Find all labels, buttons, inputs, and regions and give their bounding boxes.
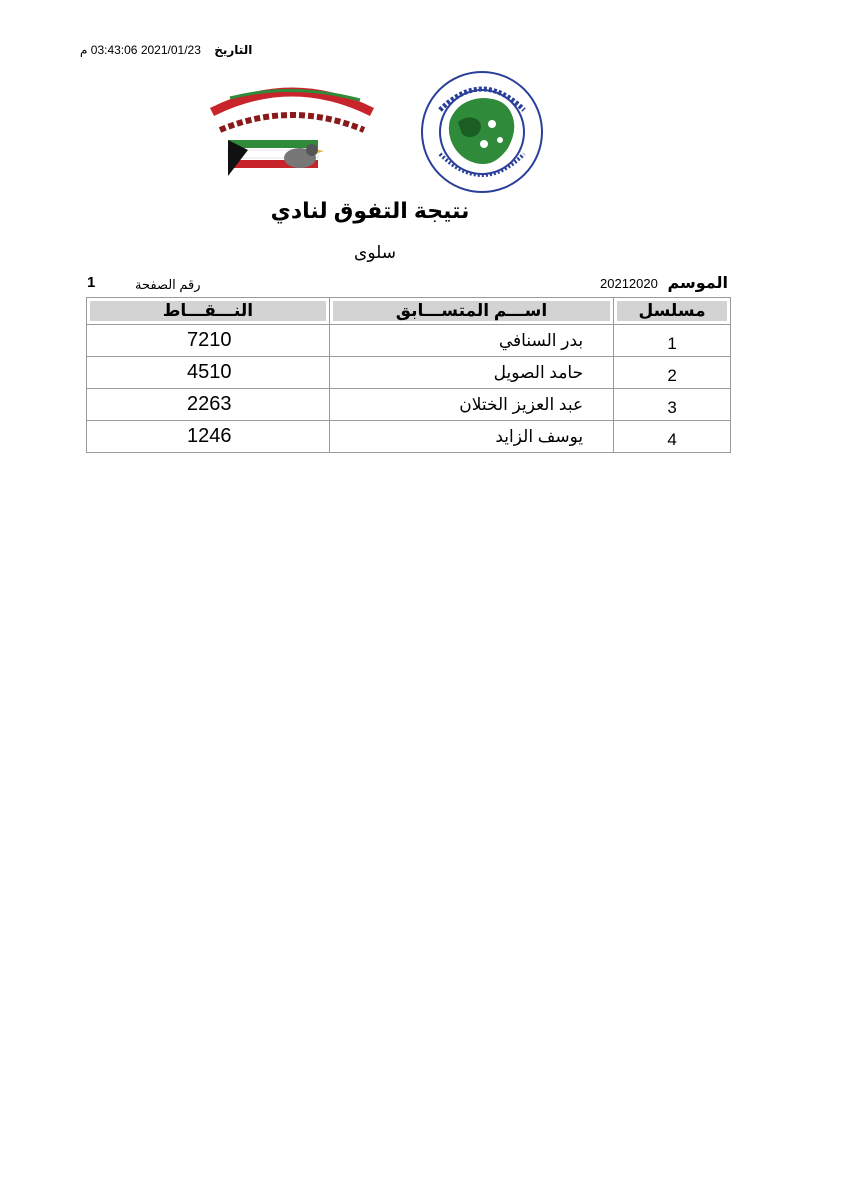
print-date bbox=[80, 43, 280, 57]
federation-logo bbox=[420, 70, 544, 194]
row-points: 2263 bbox=[87, 389, 330, 421]
table-row bbox=[87, 357, 731, 389]
page-number-label: رقم الصفحة bbox=[135, 277, 201, 292]
row-name: عبد العزيز الختلان bbox=[329, 389, 613, 421]
row-serial: 2 bbox=[614, 357, 731, 389]
row-points: 4510 bbox=[87, 357, 330, 389]
row-points: 7210 bbox=[87, 325, 330, 357]
row-serial: 3 bbox=[614, 389, 731, 421]
page-number: 1 bbox=[87, 274, 96, 291]
row-points: 1246 bbox=[87, 421, 330, 453]
date-value: 2021/01/23 03:43:06 م bbox=[80, 43, 201, 57]
header-serial: مسلسل bbox=[614, 298, 731, 325]
page-title: نتيجة التفوق لنادي bbox=[270, 198, 470, 223]
row-serial: 4 bbox=[614, 421, 731, 453]
table-row bbox=[87, 421, 731, 453]
club-logo bbox=[200, 78, 384, 186]
results-table bbox=[86, 297, 731, 453]
row-serial: 1 bbox=[614, 325, 731, 357]
row-name: بدر السنافي bbox=[329, 325, 613, 357]
table-row bbox=[87, 325, 731, 357]
row-name: حامد الصويل bbox=[329, 357, 613, 389]
table-row bbox=[87, 389, 731, 421]
header-name: اســـم المتســـابق bbox=[329, 298, 613, 325]
club-name: سلوى bbox=[354, 243, 396, 262]
season bbox=[600, 273, 728, 293]
row-name: يوسف الزايد bbox=[329, 421, 613, 453]
date-label: التاريخ bbox=[214, 43, 253, 57]
season-value: 20212020 bbox=[600, 276, 658, 291]
header-points: النـــقـــاط bbox=[87, 298, 330, 325]
table-header-row bbox=[87, 298, 731, 325]
season-label: الموسم bbox=[667, 275, 728, 292]
